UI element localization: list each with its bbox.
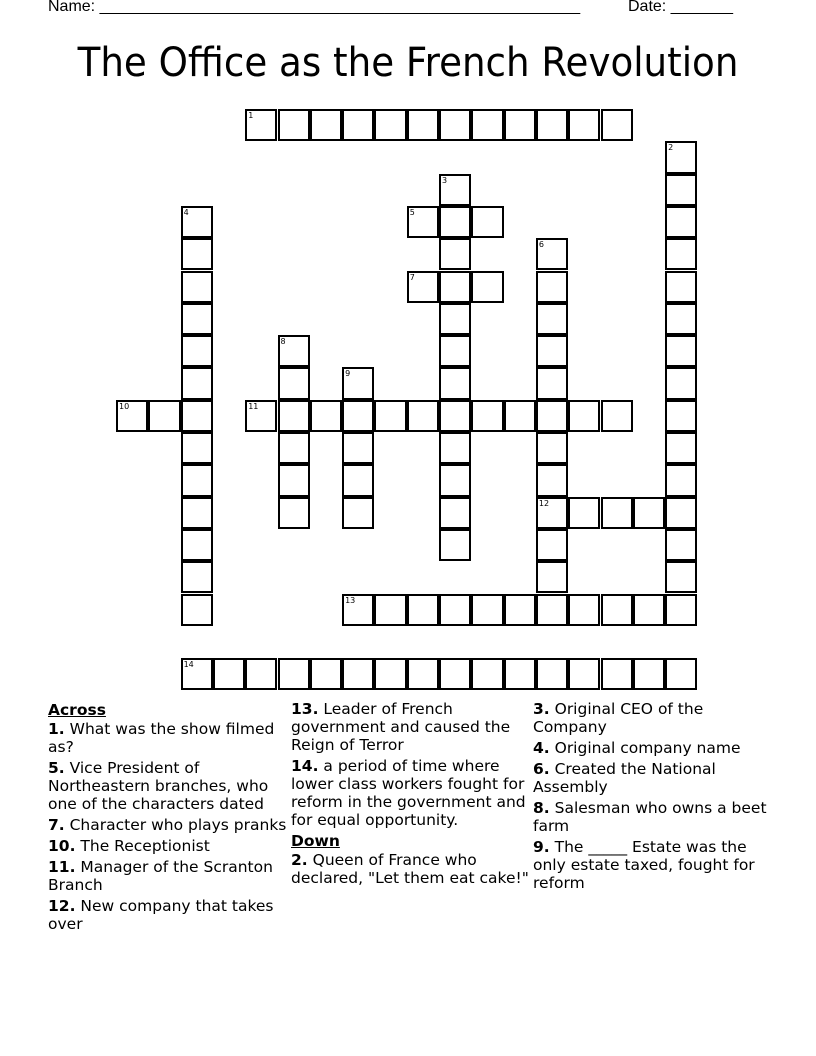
clue-text: Queen of France who declared, "Let them eat cake!" xyxy=(291,851,529,887)
grid-cell[interactable] xyxy=(439,271,471,303)
grid-cell[interactable] xyxy=(536,400,568,432)
grid-cell[interactable] xyxy=(342,367,374,399)
clue-text: What was the show filmed as? xyxy=(48,720,275,756)
clue-number: 3. xyxy=(533,700,550,718)
grid-cell[interactable] xyxy=(665,174,697,206)
clue-down-2 xyxy=(291,851,531,887)
cell-number: 7 xyxy=(409,272,415,282)
grid-cell[interactable] xyxy=(278,497,310,529)
clue-across-1 xyxy=(48,720,288,756)
clue-across-7 xyxy=(48,816,288,834)
grid-cell[interactable] xyxy=(439,174,471,206)
cell-number: 13 xyxy=(345,595,356,605)
grid-cell[interactable] xyxy=(633,594,665,626)
clue-down-8 xyxy=(533,799,773,835)
clue-down-3 xyxy=(533,700,773,736)
grid-cell[interactable] xyxy=(568,658,600,690)
grid-cell[interactable] xyxy=(504,400,536,432)
clue-number: 1. xyxy=(48,720,65,738)
grid-cell[interactable] xyxy=(504,658,536,690)
grid-cell[interactable] xyxy=(601,594,633,626)
clue-text: Manager of the Scranton Branch xyxy=(48,858,273,894)
grid-cell[interactable] xyxy=(665,658,697,690)
clue-number: 13. xyxy=(291,700,319,718)
grid-cell[interactable] xyxy=(665,464,697,496)
grid-cell[interactable] xyxy=(471,206,503,238)
grid-cell[interactable] xyxy=(536,335,568,367)
grid-cell[interactable] xyxy=(536,367,568,399)
grid-cell[interactable] xyxy=(342,497,374,529)
grid-cell[interactable] xyxy=(245,109,277,141)
grid-cell[interactable] xyxy=(665,400,697,432)
clue-text: New company that takes over xyxy=(48,897,274,933)
grid-cell[interactable] xyxy=(471,400,503,432)
grid-cell[interactable] xyxy=(278,464,310,496)
clue-down-6 xyxy=(533,760,773,796)
grid-cell[interactable] xyxy=(568,109,600,141)
grid-cell[interactable] xyxy=(342,464,374,496)
grid-cell[interactable] xyxy=(504,594,536,626)
cell-number: 4 xyxy=(183,207,189,217)
grid-cell[interactable] xyxy=(601,400,633,432)
grid-cell[interactable] xyxy=(439,367,471,399)
cell-number: 12 xyxy=(538,498,550,508)
cell-number: 9 xyxy=(345,369,351,379)
grid-cell[interactable] xyxy=(601,658,633,690)
grid-cell[interactable] xyxy=(471,271,503,303)
grid-cell[interactable] xyxy=(536,497,568,529)
clue-text: Original company name xyxy=(549,739,741,757)
clue-down-9 xyxy=(533,838,773,892)
grid-cell[interactable] xyxy=(665,335,697,367)
grid-cell[interactable] xyxy=(181,238,213,270)
grid-cell[interactable] xyxy=(407,271,439,303)
grid-cell[interactable] xyxy=(568,400,600,432)
clue-number: 8. xyxy=(533,799,550,817)
clue-text: Leader of French government and caused the Reign of Terror xyxy=(291,700,511,754)
grid-cell[interactable] xyxy=(181,464,213,496)
cell-number: 14 xyxy=(183,660,194,670)
grid-cell[interactable] xyxy=(213,658,245,690)
clue-number: 5. xyxy=(48,759,65,777)
clue-number: 14. xyxy=(291,757,319,775)
grid-cell[interactable] xyxy=(278,400,310,432)
grid-cell[interactable] xyxy=(601,497,633,529)
clues-column-3 xyxy=(533,700,773,895)
grid-cell[interactable] xyxy=(439,206,471,238)
grid-cell[interactable] xyxy=(568,594,600,626)
clue-across-13 xyxy=(291,700,531,754)
grid-cell[interactable] xyxy=(181,561,213,593)
grid-cell[interactable] xyxy=(374,594,406,626)
grid-cell[interactable] xyxy=(181,271,213,303)
grid-cell[interactable] xyxy=(439,497,471,529)
cell-number: 8 xyxy=(280,337,286,347)
grid-cell[interactable] xyxy=(245,400,277,432)
grid-cell[interactable] xyxy=(665,238,697,270)
clue-number: 12. xyxy=(48,897,76,915)
grid-cell[interactable] xyxy=(310,658,342,690)
clue-number: 10. xyxy=(48,837,76,855)
clue-down-4 xyxy=(533,739,773,757)
grid-cell[interactable] xyxy=(504,109,536,141)
grid-cell[interactable] xyxy=(439,658,471,690)
grid-cell[interactable] xyxy=(374,400,406,432)
grid-cell[interactable] xyxy=(407,206,439,238)
grid-cell[interactable] xyxy=(181,335,213,367)
page-title: The Office as the French Revolution xyxy=(77,40,739,86)
grid-cell[interactable] xyxy=(665,432,697,464)
clue-text: Original CEO of the Company xyxy=(533,700,704,736)
grid-cell[interactable] xyxy=(536,594,568,626)
clue-number: 9. xyxy=(533,838,550,856)
clue-number: 11. xyxy=(48,858,76,876)
cell-number: 3 xyxy=(442,175,448,185)
grid-cell[interactable] xyxy=(181,529,213,561)
grid-cell[interactable] xyxy=(665,271,697,303)
cell-number: 10 xyxy=(119,401,130,411)
clue-text: Created the National Assembly xyxy=(533,760,716,796)
grid-cell[interactable] xyxy=(278,109,310,141)
clue-text: The Receptionist xyxy=(75,837,210,855)
grid-cell[interactable] xyxy=(536,109,568,141)
grid-cell[interactable] xyxy=(374,109,406,141)
grid-cell[interactable] xyxy=(536,238,568,270)
grid-cell[interactable] xyxy=(407,109,439,141)
grid-cell[interactable] xyxy=(536,658,568,690)
clue-across-10 xyxy=(48,837,288,855)
clue-number: 6. xyxy=(533,760,550,778)
grid-cell[interactable] xyxy=(181,400,213,432)
clue-number: 7. xyxy=(48,816,65,834)
grid-cell[interactable] xyxy=(536,271,568,303)
across-heading: Across xyxy=(48,701,106,719)
grid-cell[interactable] xyxy=(439,238,471,270)
grid-cell[interactable] xyxy=(181,303,213,335)
clue-across-11 xyxy=(48,858,288,894)
grid-cell[interactable] xyxy=(439,432,471,464)
grid-cell[interactable] xyxy=(536,561,568,593)
grid-cell[interactable] xyxy=(471,658,503,690)
grid-cell[interactable] xyxy=(278,335,310,367)
grid-cell[interactable] xyxy=(665,303,697,335)
grid-cell[interactable] xyxy=(471,109,503,141)
clue-text: Character who plays pranks xyxy=(64,816,287,834)
clue-number: 2. xyxy=(291,851,308,869)
grid-cell[interactable] xyxy=(342,432,374,464)
grid-cell[interactable] xyxy=(536,432,568,464)
grid-cell[interactable] xyxy=(181,497,213,529)
cell-number: 1 xyxy=(248,111,254,120)
clue-across-12 xyxy=(48,897,288,933)
cell-number: 6 xyxy=(538,240,544,250)
grid-cell[interactable] xyxy=(148,400,180,432)
grid-cell[interactable] xyxy=(439,303,471,335)
grid-cell[interactable] xyxy=(278,432,310,464)
grid-cell[interactable] xyxy=(665,206,697,238)
clue-text: Vice President of Northeastern branches, who one of the characters dated xyxy=(48,759,269,813)
grid-cell[interactable] xyxy=(278,367,310,399)
cell-number: 2 xyxy=(668,143,674,153)
grid-cell[interactable] xyxy=(665,141,697,173)
grid-cell[interactable] xyxy=(439,594,471,626)
clues-column-2 xyxy=(291,700,531,890)
grid-cell[interactable] xyxy=(633,497,665,529)
grid-cell[interactable] xyxy=(439,400,471,432)
grid-cell[interactable] xyxy=(342,594,374,626)
grid-cell[interactable] xyxy=(665,561,697,593)
grid-cell[interactable] xyxy=(439,109,471,141)
grid-cell[interactable] xyxy=(439,464,471,496)
grid-cell[interactable] xyxy=(536,529,568,561)
grid-cell[interactable] xyxy=(407,400,439,432)
clue-text: a period of time where lower class workers fought for reform in the government and for equal opportunity. xyxy=(291,757,526,829)
grid-cell[interactable] xyxy=(471,594,503,626)
grid-cell[interactable] xyxy=(342,658,374,690)
grid-cell[interactable] xyxy=(665,594,697,626)
grid-cell[interactable] xyxy=(245,658,277,690)
cell-number: 5 xyxy=(409,207,415,217)
grid-cell[interactable] xyxy=(310,109,342,141)
name-field[interactable]: Name: ______________________________________________________ xyxy=(48,0,581,15)
grid-cell[interactable] xyxy=(536,464,568,496)
grid-cell[interactable] xyxy=(374,658,406,690)
grid-cell[interactable] xyxy=(181,206,213,238)
grid-cell[interactable] xyxy=(181,367,213,399)
grid-cell[interactable] xyxy=(568,497,600,529)
grid-cell[interactable] xyxy=(407,658,439,690)
grid-cell[interactable] xyxy=(310,400,342,432)
date-field[interactable]: Date: _______ xyxy=(628,0,733,15)
grid-cell[interactable] xyxy=(665,367,697,399)
cell-number: 11 xyxy=(248,401,259,411)
grid-cell[interactable] xyxy=(278,658,310,690)
grid-cell[interactable] xyxy=(601,109,633,141)
grid-cell[interactable] xyxy=(536,303,568,335)
grid-cell[interactable] xyxy=(116,400,148,432)
grid-cell[interactable] xyxy=(439,335,471,367)
grid-cell[interactable] xyxy=(407,594,439,626)
clue-text: Salesman who owns a beet farm xyxy=(533,799,767,835)
grid-cell[interactable] xyxy=(342,400,374,432)
grid-cell[interactable] xyxy=(665,529,697,561)
clues-column-1 xyxy=(48,700,288,936)
down-heading: Down xyxy=(291,832,340,850)
clue-across-5 xyxy=(48,759,288,813)
clue-text: The _____ Estate was the only estate taxed, fought for reform xyxy=(533,838,755,892)
grid-cell[interactable] xyxy=(181,594,213,626)
clue-number: 4. xyxy=(533,739,550,757)
grid-cell[interactable] xyxy=(633,658,665,690)
grid-cell[interactable] xyxy=(439,529,471,561)
grid-cell[interactable] xyxy=(665,497,697,529)
grid-cell[interactable] xyxy=(181,658,213,690)
clue-across-14 xyxy=(291,757,531,829)
grid-cell[interactable] xyxy=(181,432,213,464)
grid-cell[interactable] xyxy=(342,109,374,141)
